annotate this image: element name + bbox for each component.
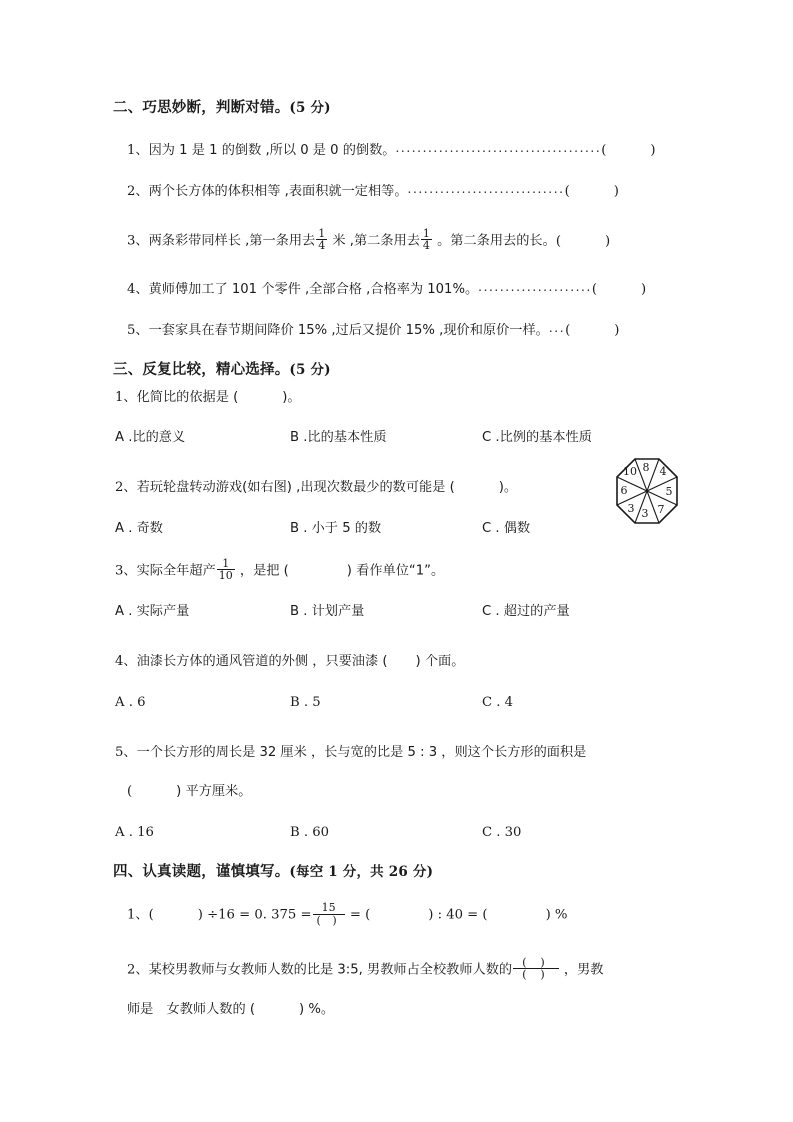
tf-item-4-text: 黄师傅加工了 101 个零件 ,全部合格 ,合格率为 101%。: [148, 281, 479, 297]
choice-q3-text-a: 实际全年超产: [136, 563, 216, 579]
spinner-number-top: 8: [642, 461, 650, 474]
choice-q2-close: )。: [498, 480, 518, 496]
fill-q1-number: 1、: [127, 908, 149, 924]
choice-q3-text-b: ，是把 (: [235, 563, 289, 579]
choice-q4-text: 油漆长方体的通风管道的外侧 ，只要油漆 (: [136, 654, 388, 670]
spinner-svg: [607, 455, 687, 535]
tf-item-3-fraction-2: [421, 228, 432, 251]
choice-q2-stem: [113, 478, 693, 498]
fraction-denominator: 4: [422, 239, 430, 253]
tf-item-2-number: 2、: [127, 183, 149, 199]
choice-q1-option-c[interactable]: C .比例的基本性质: [482, 430, 592, 446]
tf-item-5-text: 一套家具在春节期间降价 15% ,过后又提价 15% ,现价和原价一样。: [148, 322, 549, 338]
fill-q2-fraction[interactable]: [513, 954, 559, 982]
choice-q1-text: 化简比的依据是 (: [136, 389, 239, 405]
spinner-wheel-diagram: [607, 455, 687, 535]
tf-item-1-open-paren: (: [601, 142, 607, 158]
choice-q3-close: ) 看作单位“1”。: [346, 563, 445, 579]
section-three-heading: [113, 360, 693, 382]
spinner-number-right: 5: [665, 485, 673, 498]
choice-q2-option-a[interactable]: A . 奇数: [115, 520, 163, 536]
section-four-heading: [113, 862, 693, 884]
choice-q5-stem-line2: [113, 782, 693, 802]
tf-item-3-answer-blank[interactable]: [556, 231, 610, 252]
choice-q3-stem: [113, 558, 693, 582]
fraction-denominator-blank[interactable]: ( ): [513, 968, 559, 981]
choice-q3-option-c[interactable]: C . 超过的产量: [482, 603, 570, 619]
fraction-numerator: 1: [222, 556, 230, 570]
choice-q3-option-a[interactable]: A . 实际产量: [115, 603, 190, 619]
fraction-numerator: 1: [422, 227, 430, 240]
tf-item-3-text-c: 。第二条用去的长。: [432, 233, 556, 249]
section-four-points: (每空 1 分，共 26 分): [289, 863, 434, 880]
spinner-number-left: 6: [620, 484, 628, 497]
choice-q1-number: 1、: [115, 389, 137, 405]
spinner-number-bottom-right: 7: [657, 503, 665, 516]
tf-item-4-open-paren: (: [591, 281, 598, 297]
choice-q2-number: 2、: [115, 480, 137, 496]
fill-q2-text-line2: 师是 女教师人数的 (: [127, 1001, 256, 1017]
choice-q4-option-c[interactable]: C . 4: [482, 694, 514, 710]
section-two-title: 二、巧思妙断，判断对错。: [113, 100, 290, 116]
tf-item-1-leader: ......................................: [395, 140, 602, 155]
tf-item-2-text: 两个长方体的体积相等 ,表面积就一定相等。: [148, 183, 408, 199]
choice-q5-number: 5、: [115, 744, 137, 760]
tf-item-1-answer-blank[interactable]: [601, 140, 655, 161]
choice-q5-open-paren: (: [127, 784, 133, 800]
choice-q1-stem: [113, 388, 693, 408]
tf-item-5-number: 5、: [127, 322, 149, 338]
section-two-points: (5 分): [289, 100, 331, 116]
tf-item-5-close-paren: ): [614, 322, 620, 338]
choice-q5-stem-line1: [113, 743, 693, 763]
page-content: [113, 98, 693, 1020]
spinner-number-bottom-left: 3: [627, 502, 635, 515]
tf-item-5-answer-blank[interactable]: [565, 320, 619, 341]
fraction-numerator: 1: [318, 227, 326, 240]
choice-q3-fraction: [217, 558, 235, 581]
tf-item-1: [113, 139, 693, 161]
fill-q2-line2: [113, 1000, 693, 1020]
choice-q5-close: ) 平方厘米。: [176, 784, 252, 800]
tf-item-4-number: 4、: [127, 281, 149, 297]
tf-item-2: [113, 180, 693, 202]
tf-item-2-open-paren: (: [564, 183, 570, 199]
tf-item-3-fraction-1: [316, 228, 327, 251]
tf-item-3-close-paren: ): [604, 233, 611, 249]
fill-q2-line1: [113, 954, 693, 982]
choice-q2-option-c[interactable]: C . 偶数: [482, 520, 531, 536]
fill-q1-fraction: [313, 902, 345, 925]
tf-item-1-number: 1、: [127, 142, 149, 158]
tf-item-3: [113, 228, 693, 252]
fraction-numerator: 15: [321, 901, 336, 915]
fraction-denominator: 4: [318, 239, 326, 253]
choice-q2-text: 若玩轮盘转动游戏(如右图) ,出现次数最少的数可能是 (: [136, 480, 455, 496]
tf-item-4: [113, 278, 693, 300]
fill-q1: [113, 902, 693, 926]
choice-q1-option-b[interactable]: B .比的基本性质: [290, 430, 387, 446]
tf-item-4-answer-blank[interactable]: [592, 279, 646, 300]
fill-q1-operator-1: ÷16 = 0. 375 =: [202, 908, 312, 924]
choice-q1-option-a[interactable]: A .比的意义: [115, 430, 186, 446]
choice-q5-option-a[interactable]: A . 16: [115, 824, 154, 840]
choice-q5-options: [113, 822, 693, 843]
spinner-number-top-left: 10: [623, 465, 637, 478]
tf-item-3-text-b: 米 ,第二条用去: [328, 233, 420, 249]
spinner-number-top-right: 4: [659, 465, 667, 478]
tf-item-4-close-paren: ): [641, 281, 647, 297]
fill-q1-close-paren-1: ): [197, 908, 203, 924]
tf-item-3-number: 3、: [127, 233, 149, 249]
choice-q4-options: [113, 692, 693, 713]
fill-q2-text-b: ，男教: [559, 962, 604, 978]
tf-item-1-close-paren: ): [650, 142, 656, 158]
fill-q1-operator-2: = (: [345, 908, 371, 924]
choice-q4-option-b[interactable]: B . 5: [290, 694, 321, 710]
fraction-numerator-blank[interactable]: ( ): [522, 954, 550, 969]
fill-q2-text-a: 某校男教师与女教师人数的比是 3:5, 男教师占全校教师人数的: [148, 962, 513, 978]
choice-q5-text-line1: 一个长方形的周长是 32 厘米 ，长与宽的比是 5 : 3 ，则这个长方形的面积是: [136, 744, 587, 760]
section-four-title: 四、认真读题，谨慎填写。: [113, 863, 290, 880]
fill-q1-close-paren-2: ) : 40 = (: [428, 908, 488, 924]
choice-q1-close: )。: [282, 389, 301, 405]
tf-item-5: [113, 319, 693, 341]
choice-q3-options: [113, 601, 693, 622]
section-two-heading: [113, 98, 693, 120]
choice-q4-stem: [113, 652, 693, 672]
choice-q2-option-b[interactable]: B . 小于 5 的数: [290, 520, 382, 536]
tf-item-1-text: 因为 1 是 1 的倒数 ,所以 0 是 0 的倒数。: [148, 142, 396, 158]
choice-q5-option-b[interactable]: B . 60: [290, 824, 330, 840]
fraction-denominator-blank[interactable]: ( ): [313, 914, 345, 926]
choice-q1-options: [113, 427, 693, 448]
fill-q2-number: 2、: [127, 962, 149, 978]
choice-q4-close: ) 个面。: [415, 654, 465, 670]
tf-item-5-open-paren: (: [565, 322, 571, 338]
tf-item-5-leader: ...: [548, 320, 566, 335]
tf-item-2-answer-blank[interactable]: [565, 181, 619, 202]
choice-q4-option-a[interactable]: A . 6: [115, 694, 146, 710]
choice-q4-number: 4、: [115, 654, 137, 670]
section-three-points: (5 分): [289, 361, 331, 378]
choice-q5-option-c[interactable]: C . 30: [482, 824, 522, 840]
tf-item-3-open-paren: (: [555, 233, 561, 249]
tf-item-2-close-paren: ): [613, 183, 619, 199]
choice-q3-option-b[interactable]: B . 计划产量: [290, 603, 365, 619]
tf-item-4-leader: .....................: [478, 279, 592, 294]
tf-item-3-text-a: 两条彩带同样长 ,第一条用去: [148, 233, 316, 249]
fraction-denominator: 10: [218, 569, 233, 583]
section-three-title: 三、反复比较，精心选择。: [113, 361, 290, 378]
fill-q2-close: ) %。: [299, 1001, 335, 1017]
fill-q1-open-paren-1: (: [148, 908, 154, 924]
fill-q1-close-paren-3: ) %: [545, 908, 568, 924]
tf-item-2-leader: .............................: [407, 181, 565, 196]
choice-q2-options: [113, 518, 693, 539]
spinner-number-bottom: 3: [641, 507, 649, 520]
choice-q3-number: 3、: [115, 563, 137, 579]
